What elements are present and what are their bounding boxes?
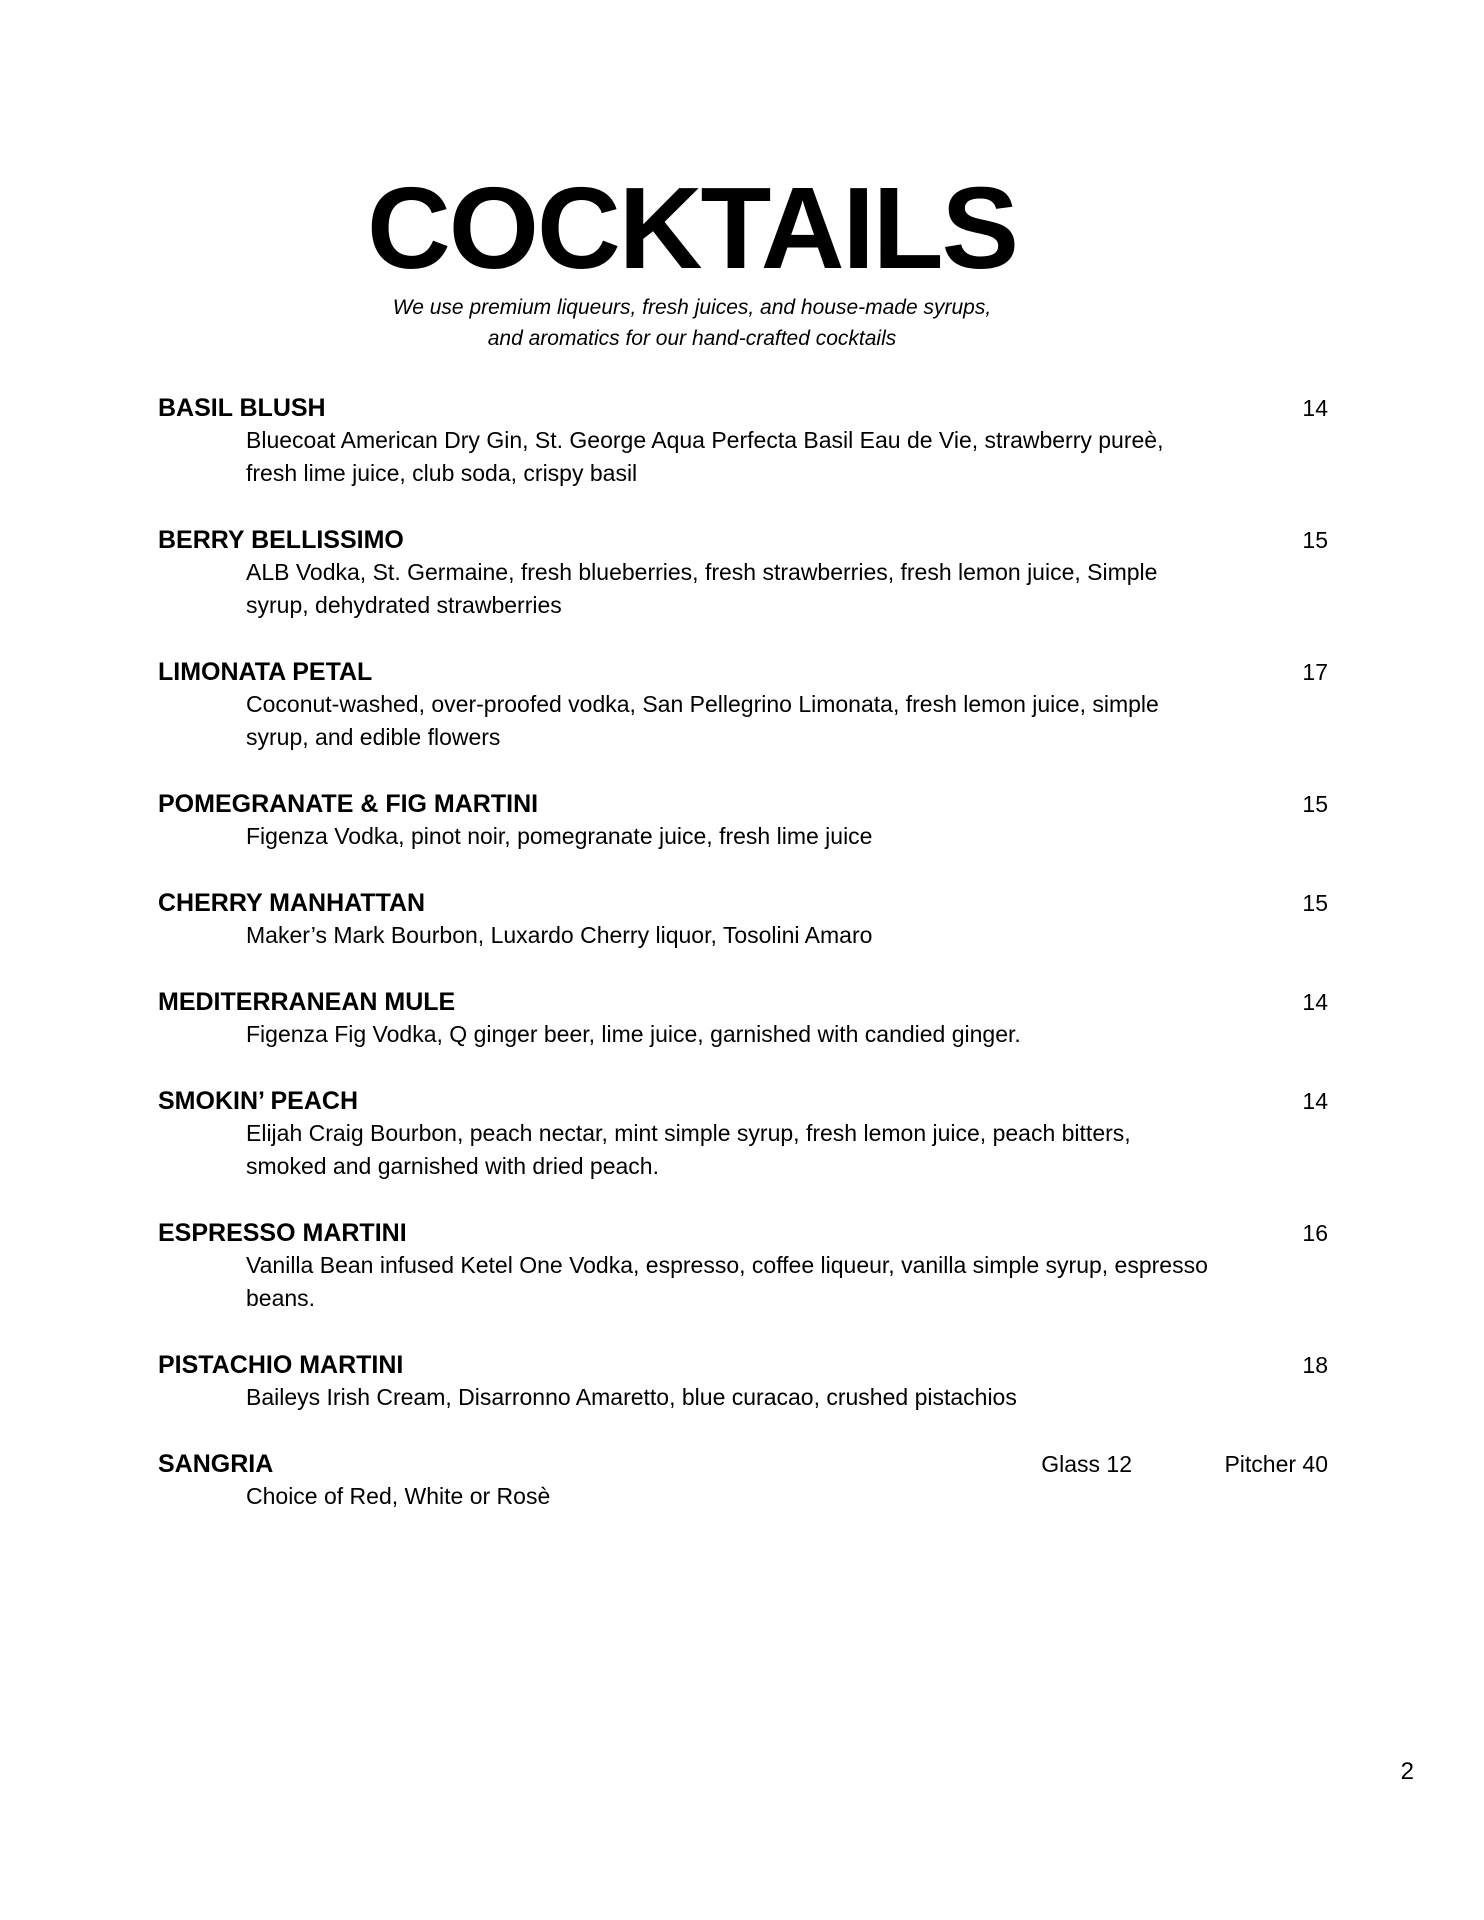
- item-price: 14: [1302, 989, 1328, 1015]
- item-description: Elijah Craig Bourbon, peach nectar, mint simple syrup, fresh lemon juice, peach bitters, smoked and garnished with dried peach.: [246, 1120, 1131, 1179]
- item-name: CHERRY MANHATTAN: [158, 889, 426, 917]
- page-number: 2: [1400, 1758, 1414, 1785]
- menu-item-limonata-petal: [158, 656, 1328, 754]
- item-description: Bluecoat American Dry Gin, St. George Aqua Perfecta Basil Eau de Vie, strawberry pureè, fresh lime juice, club soda, crispy basil: [246, 427, 1164, 486]
- item-price: 14: [1302, 395, 1328, 421]
- item-price: 15: [1302, 890, 1328, 916]
- item-price: 17: [1302, 659, 1328, 685]
- item-name: SANGRIA: [158, 1450, 274, 1478]
- menu-item-pistachio-martini: [158, 1349, 1328, 1414]
- subtitle-line-1: We use premium liqueurs, fresh juices, and house-made syrups,: [392, 296, 992, 319]
- menu-item-cherry-manhattan: [158, 887, 1328, 952]
- menu-item-berry-bellissimo: [158, 524, 1328, 622]
- item-name: POMEGRANATE & FIG MARTINI: [158, 790, 539, 818]
- item-name: SMOKIN’ PEACH: [158, 1087, 359, 1115]
- item-price: 15: [1302, 527, 1328, 553]
- item-price: 15: [1302, 791, 1328, 817]
- pitcher-price: Pitcher 40: [1224, 1451, 1328, 1477]
- item-name: BERRY BELLISSIMO: [158, 526, 404, 554]
- item-name: BASIL BLUSH: [158, 394, 326, 422]
- item-price: 14: [1302, 1088, 1328, 1114]
- menu-item-espresso-martini: [158, 1217, 1328, 1315]
- item-description: Figenza Fig Vodka, Q ginger beer, lime juice, garnished with candied ginger.: [246, 1021, 1021, 1047]
- menu-item-basil-blush: [158, 392, 1328, 490]
- item-price: 18: [1302, 1352, 1328, 1378]
- menu-item-smokin-peach: [158, 1085, 1328, 1183]
- item-description: Figenza Vodka, pinot noir, pomegranate juice, fresh lime juice: [246, 823, 873, 849]
- menu-item-sangria: [158, 1448, 1328, 1513]
- menu-item-mediterranean-mule: [158, 986, 1328, 1051]
- cocktail-list: [158, 392, 1328, 1547]
- glass-price: Glass 12: [1041, 1451, 1132, 1477]
- item-price: 16: [1302, 1220, 1328, 1246]
- item-name: MEDITERRANEAN MULE: [158, 988, 456, 1016]
- item-name: LIMONATA PETAL: [158, 658, 373, 686]
- item-name: PISTACHIO MARTINI: [158, 1351, 404, 1379]
- page-title: COCKTAILS: [366, 163, 1018, 293]
- page-subtitle: [0, 292, 1384, 354]
- item-description: Baileys Irish Cream, Disarronno Amaretto, blue curacao, crushed pistachios: [246, 1384, 1017, 1410]
- subtitle-line-2: and aromatics for our hand-crafted cocktails: [487, 327, 897, 350]
- item-description: Choice of Red, White or Rosè: [246, 1483, 551, 1509]
- item-description: Maker’s Mark Bourbon, Luxardo Cherry liquor, Tosolini Amaro: [246, 922, 873, 948]
- item-description: ALB Vodka, St. Germaine, fresh blueberries, fresh strawberries, fresh lemon juice, Simple syrup, dehydrated strawberries: [246, 559, 1158, 618]
- item-description: Coconut-washed, over-proofed vodka, San Pellegrino Limonata, fresh lemon juice, simple syrup, and edible flowers: [246, 691, 1159, 750]
- item-name: ESPRESSO MARTINI: [158, 1219, 407, 1247]
- menu-item-pomegranate-fig-martini: [158, 788, 1328, 853]
- item-description: Vanilla Bean infused Ketel One Vodka, espresso, coffee liqueur, vanilla simple syrup, espresso beans.: [246, 1252, 1208, 1311]
